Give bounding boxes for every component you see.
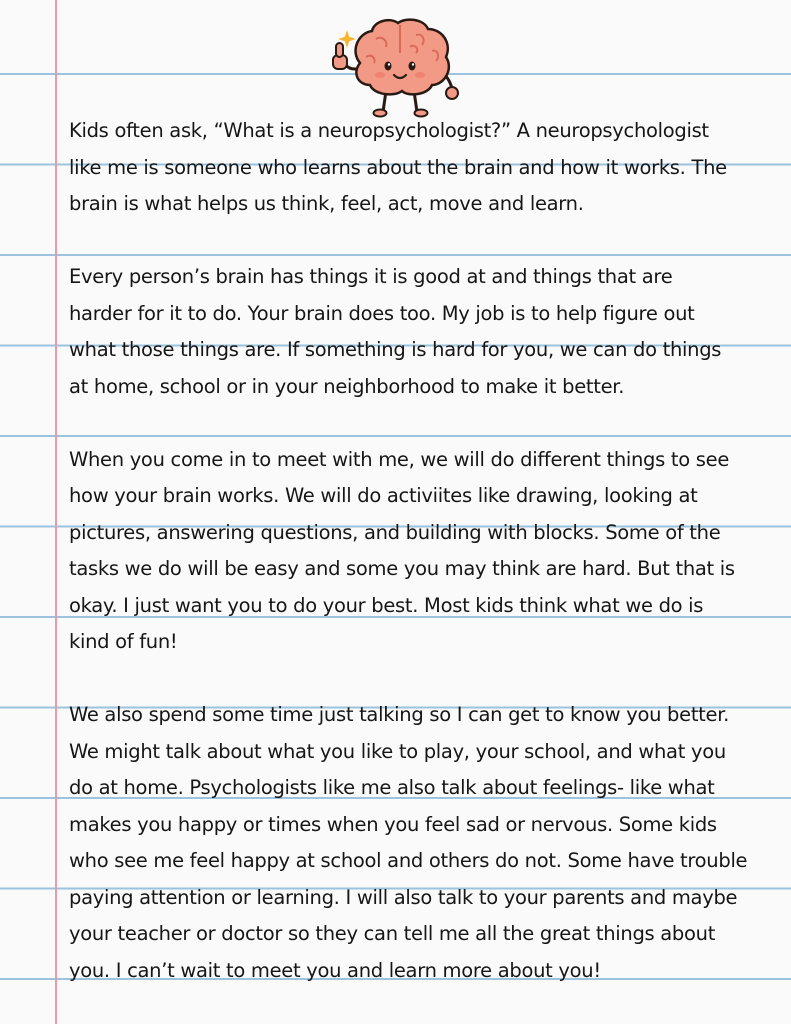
paragraph-intro	[69, 113, 769, 223]
text-line: okay. I just want you to do your best. Most kids think what we do is	[69, 593, 704, 617]
text-line: kind of fun!	[69, 630, 178, 653]
text-line: makes you happy or times when you feel sad or nervous. Some kids	[69, 812, 717, 836]
text-line: Every person’s brain has things it is good at and things that are	[69, 265, 673, 288]
text-line: paying attention or learning. I will also talk to your parents and maybe	[69, 885, 738, 909]
text-line: We might talk about what you like to play, your school, and what you	[69, 739, 726, 763]
text-line: do at home. Psychologists like me also talk about feelings- like what	[69, 776, 715, 799]
paragraph-gap	[69, 405, 769, 442]
margin-line	[55, 0, 57, 1024]
paragraph-strengths	[69, 259, 769, 405]
paragraph-talking	[69, 697, 769, 989]
text-line: like me is someone who learns about the brain and how it works. The	[69, 155, 727, 179]
brain-mascot-thumbs-up-icon	[328, 13, 462, 119]
text-line: what those things are. If something is hard for you, we can do things	[69, 338, 722, 361]
text-line: at home, school or in your neighborhood to make it better.	[69, 374, 625, 398]
text-line: harder for it to do. Your brain does too. My job is to help figure out	[69, 301, 695, 325]
text-line: pictures, answering questions, and building with blocks. Some of the	[69, 520, 721, 544]
text-line: Kids often ask, “What is a neuropsychologist?” A neuropsychologist	[69, 119, 709, 142]
paragraph-gap	[69, 661, 769, 698]
text-line: We also spend some time just talking so I can get to know you better.	[69, 703, 730, 726]
letter-body	[69, 113, 769, 989]
text-line: When you come in to meet with me, we will do different things to see	[69, 447, 730, 471]
text-line: brain is what helps us think, feel, act, move and learn.	[69, 192, 584, 215]
paragraph-gap	[69, 223, 769, 260]
text-line: your teacher or doctor so they can tell me all the great things about	[69, 922, 716, 945]
text-line: you. I can’t wait to meet you and learn more about you!	[69, 958, 601, 982]
text-line: tasks we do will be easy and some you may think are hard. But that is	[69, 557, 735, 580]
paragraph-activities	[69, 442, 769, 661]
text-line: who see me feel happy at school and others do not. Some have trouble	[69, 849, 748, 872]
text-line: how your brain works. We will do activiites like drawing, looking at	[69, 484, 698, 507]
